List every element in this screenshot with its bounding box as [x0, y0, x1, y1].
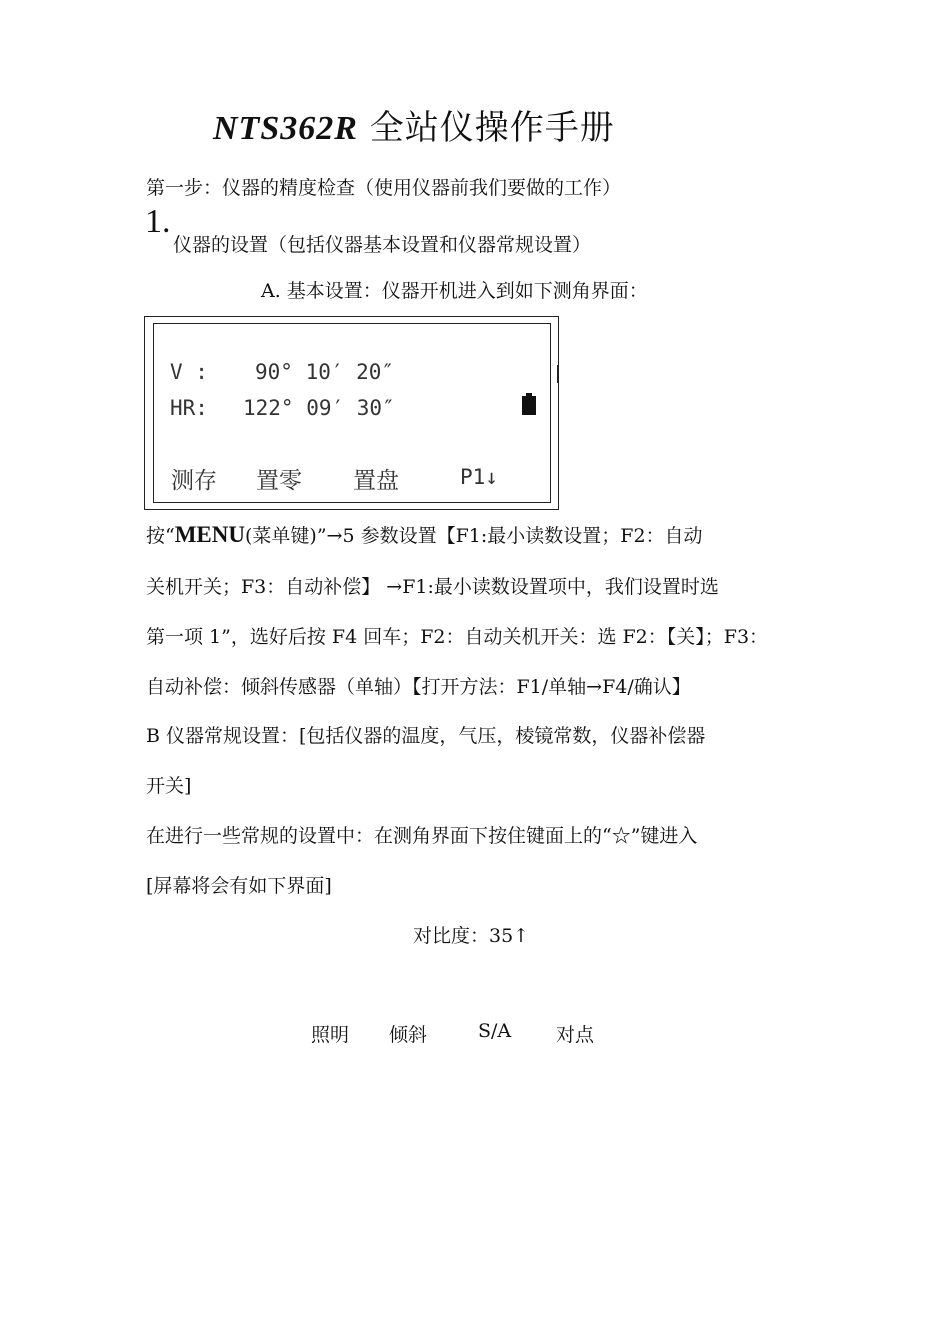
screen-hr-label: HR: [170, 396, 208, 420]
section1-heading: 仪器的设置（包括仪器基本设置和仪器常规设置） [173, 234, 592, 256]
title-text: 全站仪操作手册 [357, 108, 615, 148]
screen-side-mark [557, 365, 559, 383]
softkey-tilt: 倾斜 [389, 1024, 428, 1046]
para1-line1-rest: (菜单键)”→5 参数设置【F1:最小读数设置；F2：自动 [245, 525, 703, 547]
softkey-plummet: 对点 [556, 1024, 595, 1046]
sectionB-line2: 开关] [146, 775, 192, 797]
screen-softkey-3: 置盘 [353, 468, 399, 494]
para1-prefix: 按“ [146, 525, 175, 547]
para1-line4: 自动补偿：倾斜传感器（单轴）【打开方法：F1/单轴→F4/确认】 [146, 676, 691, 698]
screen-softkey-1: 测存 [171, 468, 217, 494]
para2-line2: [屏幕将会有如下界面] [146, 875, 332, 897]
contrast-readout: 对比度：35↑ [413, 925, 530, 947]
para1-line1 [146, 521, 703, 548]
title-model-code: NTS362R [213, 110, 358, 147]
menu-key-label: MENU [174, 522, 245, 547]
para1-line3: 第一项 1”，选好后按 F4 回车；F2：自动关机开关：选 F2：【关】；F3： [146, 626, 769, 648]
softkey-lighting: 照明 [311, 1024, 350, 1046]
para1-line2: 关机开关；F3：自动补偿】 →F1:最小读数设置项中，我们设置时选 [146, 576, 719, 598]
sectionA-heading: A. 基本设置：仪器开机进入到如下测角界面： [261, 280, 648, 302]
screen-softkey-2: 置零 [256, 468, 302, 494]
screen-v-value: 90° 10′ 20″ [255, 360, 395, 384]
step1-heading: 第一步：仪器的精度检查（使用仪器前我们要做的工作） [146, 177, 622, 199]
screen-v-label: V : [170, 360, 208, 384]
page-title [213, 100, 615, 149]
sectionB-line1: B 仪器常规设置：[包括仪器的温度，气压，棱镜常数，仪器补偿器 [146, 725, 706, 747]
para2-line1: 在进行一些常规的设置中：在测角界面下按住键面上的“☆”键进入 [146, 825, 698, 847]
battery-full-icon [522, 393, 536, 415]
screen-softkey-4: P1↓ [460, 465, 498, 489]
screen-hr-value: 122° 09′ 30″ [243, 396, 395, 420]
section1-number: 1. [145, 203, 171, 240]
softkey-sa: S/A [478, 1020, 512, 1042]
